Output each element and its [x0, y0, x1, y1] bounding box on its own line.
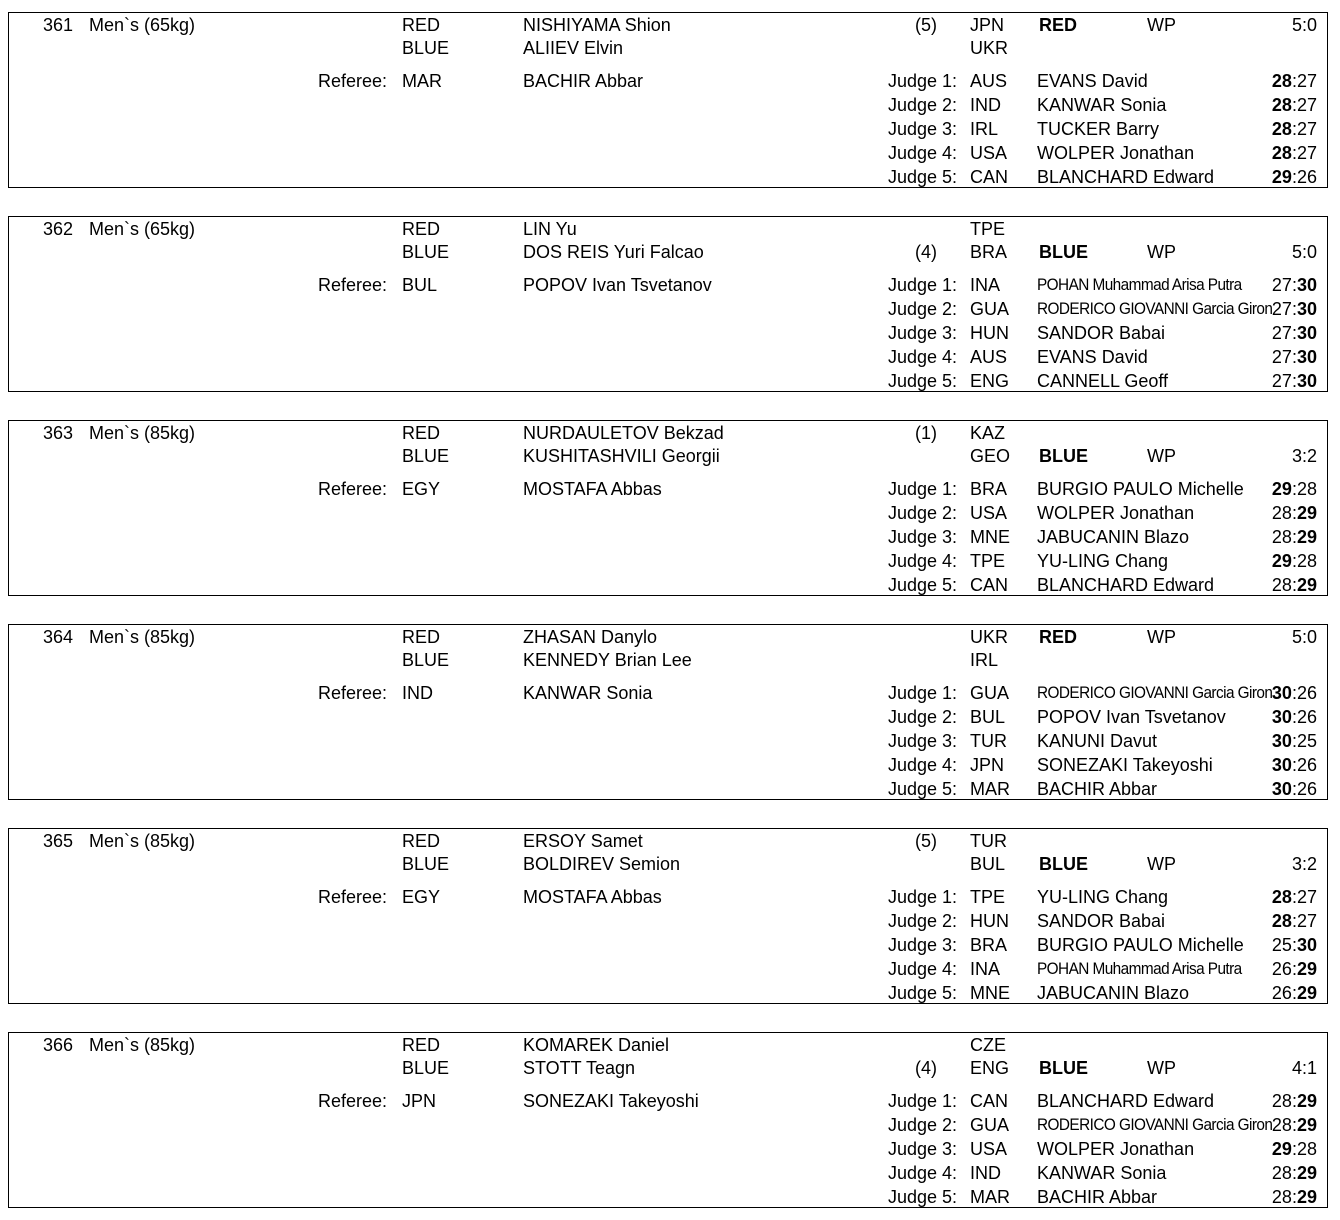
judge-name: POHAN Muhammad Arisa Putra	[1037, 276, 1242, 294]
judge-score-blue: 27	[1296, 119, 1317, 139]
judge-label: Judge 1:	[887, 275, 957, 295]
judge-country: JPN	[970, 755, 1005, 775]
bout-block	[8, 828, 1328, 1004]
judge-name: EVANS David	[1037, 347, 1148, 367]
judge-country: MAR	[970, 1187, 1010, 1207]
judge-score-red: 29	[1271, 1139, 1292, 1159]
blue-corner-label: BLUE	[402, 38, 450, 58]
judge-country: BRA	[970, 479, 1008, 499]
judge-country: USA	[970, 1139, 1008, 1159]
judge-score-red: 28	[1271, 527, 1292, 547]
bout-score: 5:0	[1291, 242, 1317, 262]
judge-country: GUA	[970, 683, 1010, 703]
judge-score-blue: 27	[1296, 71, 1317, 91]
win-method: WP	[1147, 446, 1176, 466]
bout-score: 5:0	[1291, 627, 1317, 647]
judge-name: TUCKER Barry	[1037, 119, 1160, 139]
winner-corner: BLUE	[1039, 446, 1088, 466]
red-corner-label: RED	[402, 15, 441, 35]
red-athlete-name: LIN Yu	[523, 219, 577, 239]
judge-label: Judge 5:	[887, 983, 957, 1003]
bout-score: 4:1	[1291, 1058, 1317, 1078]
win-method: WP	[1147, 854, 1176, 874]
judge-name: BURGIO PAULO Michelle	[1037, 479, 1244, 499]
judge-score-red: 28	[1271, 503, 1292, 523]
judge-label: Judge 1:	[887, 1091, 957, 1111]
blue-athlete-name: STOTT Teagn	[523, 1058, 636, 1078]
judge-score-blue: 25	[1296, 731, 1317, 751]
referee-name: MOSTAFA Abbas	[523, 887, 662, 907]
judge-name: WOLPER Jonathan	[1037, 1139, 1195, 1159]
judge-country: CAN	[970, 575, 1009, 595]
judge-label: Judge 5:	[887, 371, 957, 391]
judge-score-blue: 29	[1296, 527, 1317, 547]
judge-score: 27:30	[1271, 299, 1317, 319]
judge-score-blue: 29	[1296, 1091, 1317, 1111]
judge-name: BACHIR Abbar	[1037, 1187, 1158, 1207]
judge-score-red: 28	[1271, 1115, 1292, 1135]
judge-label: Judge 4:	[887, 551, 957, 571]
judge-score-blue: 30	[1296, 323, 1317, 343]
judge-score: 26:29	[1271, 983, 1317, 1003]
blue-country: GEO	[970, 446, 1011, 466]
judge-score-blue: 29	[1296, 983, 1317, 1003]
judge-score-red: 28	[1271, 119, 1292, 139]
referee-label: Referee:	[317, 275, 387, 295]
judge-country: ENG	[970, 371, 1010, 391]
blue-seed: (4)	[915, 242, 937, 262]
referee-name: KANWAR Sonia	[523, 683, 653, 703]
judge-label: Judge 5:	[887, 1187, 957, 1207]
judge-label: Judge 1:	[887, 71, 957, 91]
bout-block	[8, 624, 1328, 800]
judge-score-red: 30	[1271, 683, 1292, 703]
judge-label: Judge 3:	[887, 527, 957, 547]
judge-label: Judge 1:	[887, 683, 957, 703]
blue-corner-label: BLUE	[402, 854, 450, 874]
judge-label: Judge 5:	[887, 167, 957, 187]
judge-score-blue: 26	[1296, 755, 1317, 775]
judge-score: 27:30	[1271, 323, 1317, 343]
red-athlete-name: ERSOY Samet	[523, 831, 643, 851]
judge-score-red: 27	[1271, 275, 1292, 295]
judge-score-red: 30	[1271, 731, 1292, 751]
red-athlete-name: NURDAULETOV Bekzad	[523, 423, 724, 443]
red-corner-label: RED	[402, 219, 441, 239]
judge-country: BUL	[970, 707, 1006, 727]
judge-score-blue: 27	[1296, 143, 1317, 163]
bout-number: 366	[42, 1035, 73, 1055]
winner-corner: RED	[1039, 627, 1078, 647]
judge-country: HUN	[970, 911, 1009, 931]
referee-label: Referee:	[317, 1091, 387, 1111]
judge-score-red: 28	[1271, 143, 1292, 163]
judge-score-red: 30	[1271, 755, 1292, 775]
judge-score-red: 27	[1271, 299, 1292, 319]
judge-score-red: 26	[1271, 983, 1292, 1003]
referee-country: BUL	[402, 275, 438, 295]
bout-category: Men`s (85kg)	[89, 1035, 196, 1055]
judge-name: KANWAR Sonia	[1037, 1163, 1167, 1183]
referee-country: JPN	[402, 1091, 437, 1111]
winner-corner: BLUE	[1039, 1058, 1088, 1078]
judge-score: 28:27	[1271, 119, 1317, 139]
judge-score-blue: 26	[1296, 707, 1317, 727]
judge-score: 28:29	[1271, 1163, 1317, 1183]
red-athlete-name: KOMAREK Daniel	[523, 1035, 670, 1055]
judge-name: BLANCHARD Edward	[1037, 167, 1215, 187]
judge-score: 28:27	[1271, 887, 1317, 907]
judge-label: Judge 4:	[887, 959, 957, 979]
judge-score-blue: 30	[1296, 371, 1317, 391]
judge-score: 28:29	[1271, 1115, 1317, 1135]
blue-country: ENG	[970, 1058, 1010, 1078]
judge-label: Judge 4:	[887, 755, 957, 775]
judge-score: 29:28	[1271, 479, 1317, 499]
judge-score-blue: 27	[1296, 887, 1317, 907]
bout-number: 361	[42, 15, 73, 35]
blue-country: UKR	[970, 38, 1009, 58]
red-seed: (5)	[915, 15, 937, 35]
judge-score-blue: 26	[1296, 683, 1317, 703]
referee-name: BACHIR Abbar	[523, 71, 644, 91]
judge-score-blue: 29	[1296, 575, 1317, 595]
judge-score: 30:26	[1271, 683, 1317, 703]
red-seed: (1)	[915, 423, 937, 443]
referee-name: SONEZAKI Takeyoshi	[523, 1091, 699, 1111]
blue-athlete-name: KUSHITASHVILI Georgii	[523, 446, 720, 466]
red-corner-label: RED	[402, 627, 441, 647]
judge-label: Judge 3:	[887, 1139, 957, 1159]
bout-number: 364	[42, 627, 73, 647]
judge-name: JABUCANIN Blazo	[1037, 527, 1190, 547]
judge-score-blue: 29	[1296, 959, 1317, 979]
judge-score: 26:29	[1271, 959, 1317, 979]
red-country: UKR	[970, 627, 1009, 647]
judge-name: BLANCHARD Edward	[1037, 575, 1215, 595]
judge-country: IRL	[970, 119, 999, 139]
judge-score-blue: 29	[1296, 1115, 1317, 1135]
judge-score-blue: 29	[1296, 503, 1317, 523]
judge-score-blue: 26	[1296, 167, 1317, 187]
judge-label: Judge 2:	[887, 707, 957, 727]
judge-label: Judge 5:	[887, 779, 957, 799]
judge-country: IND	[970, 95, 1001, 115]
judge-score-red: 30	[1271, 707, 1292, 727]
blue-athlete-name: BOLDIREV Semion	[523, 854, 681, 874]
red-country: TPE	[970, 219, 1006, 239]
judge-score: 27:30	[1271, 275, 1317, 295]
judge-label: Judge 4:	[887, 1163, 957, 1183]
blue-corner-label: BLUE	[402, 650, 450, 670]
bout-number: 365	[42, 831, 73, 851]
referee-name: MOSTAFA Abbas	[523, 479, 662, 499]
judge-label: Judge 4:	[887, 143, 957, 163]
judge-country: CAN	[970, 1091, 1009, 1111]
judge-score: 27:30	[1271, 371, 1317, 391]
judge-score-red: 28	[1271, 71, 1292, 91]
bout-score: 5:0	[1291, 15, 1317, 35]
referee-label: Referee:	[317, 71, 387, 91]
judge-country: USA	[970, 503, 1008, 523]
judge-country: AUS	[970, 71, 1008, 91]
judge-score-blue: 26	[1296, 779, 1317, 799]
judge-score: 28:29	[1271, 527, 1317, 547]
judge-score-blue: 29	[1296, 1187, 1317, 1207]
judge-score-red: 27	[1271, 323, 1292, 343]
judge-country: INA	[970, 275, 1001, 295]
bout-block	[8, 216, 1328, 392]
judge-country: INA	[970, 959, 1001, 979]
judge-score-red: 25	[1271, 935, 1292, 955]
bout-score: 3:2	[1291, 446, 1317, 466]
red-country: JPN	[970, 15, 1005, 35]
bout-block	[8, 420, 1328, 596]
judge-score-blue: 29	[1296, 1163, 1317, 1183]
judge-name: BACHIR Abbar	[1037, 779, 1158, 799]
judge-score: 29:28	[1271, 1139, 1317, 1159]
judge-name: SANDOR Babai	[1037, 323, 1166, 343]
judge-name: SONEZAKI Takeyoshi	[1037, 755, 1213, 775]
judge-country: AUS	[970, 347, 1008, 367]
judge-score: 27:30	[1271, 347, 1317, 367]
judge-score: 28:27	[1271, 143, 1317, 163]
blue-athlete-name: DOS REIS Yuri Falcao	[523, 242, 704, 262]
judge-country: MAR	[970, 779, 1010, 799]
referee-label: Referee:	[317, 683, 387, 703]
judge-name: POPOV Ivan Tsvetanov	[1037, 707, 1226, 727]
blue-corner-label: BLUE	[402, 1058, 450, 1078]
judge-score: 28:27	[1271, 71, 1317, 91]
judge-score: 29:26	[1271, 167, 1317, 187]
judge-country: MNE	[970, 983, 1010, 1003]
judge-score: 28:27	[1271, 911, 1317, 931]
blue-corner-label: BLUE	[402, 242, 450, 262]
judge-name: RODERICO GIOVANNI Garcia Giron	[1037, 1116, 1273, 1134]
bout-category: Men`s (85kg)	[89, 831, 196, 851]
judge-name: BLANCHARD Edward	[1037, 1091, 1215, 1111]
red-country: TUR	[970, 831, 1007, 851]
judge-score-red: 27	[1271, 347, 1292, 367]
blue-country: IRL	[970, 650, 999, 670]
judge-label: Judge 2:	[887, 299, 957, 319]
red-athlete-name: NISHIYAMA Shion	[523, 15, 671, 35]
judge-score-blue: 30	[1296, 347, 1317, 367]
judge-score-red: 28	[1271, 887, 1292, 907]
bout-category: Men`s (65kg)	[89, 219, 196, 239]
judge-name: BURGIO PAULO Michelle	[1037, 935, 1244, 955]
judge-score: 28:29	[1271, 503, 1317, 523]
judge-country: GUA	[970, 299, 1010, 319]
judge-name: POHAN Muhammad Arisa Putra	[1037, 960, 1242, 978]
judge-score: 30:26	[1271, 755, 1317, 775]
judge-label: Judge 3:	[887, 119, 957, 139]
judge-score-blue: 27	[1296, 95, 1317, 115]
judge-score-blue: 30	[1296, 299, 1317, 319]
judge-label: Judge 5:	[887, 575, 957, 595]
judge-score-blue: 28	[1296, 479, 1317, 499]
judge-label: Judge 2:	[887, 1115, 957, 1135]
win-method: WP	[1147, 242, 1176, 262]
red-corner-label: RED	[402, 1035, 441, 1055]
judge-score-blue: 27	[1296, 911, 1317, 931]
winner-corner: BLUE	[1039, 242, 1088, 262]
judge-name: RODERICO GIOVANNI Garcia Giron	[1037, 684, 1273, 702]
red-country: CZE	[970, 1035, 1006, 1055]
bout-number: 363	[42, 423, 73, 443]
blue-athlete-name: KENNEDY Brian Lee	[523, 650, 692, 670]
judge-score-red: 28	[1271, 911, 1292, 931]
judge-score-red: 28	[1271, 1091, 1292, 1111]
bout-category: Men`s (65kg)	[89, 15, 196, 35]
judge-score-red: 28	[1271, 1187, 1292, 1207]
judge-label: Judge 2:	[887, 503, 957, 523]
judge-country: IND	[970, 1163, 1001, 1183]
judge-score-red: 29	[1271, 551, 1292, 571]
blue-corner-label: BLUE	[402, 446, 450, 466]
judge-score-red: 28	[1271, 95, 1292, 115]
win-method: WP	[1147, 1058, 1176, 1078]
bout-number: 362	[42, 219, 73, 239]
bout-block	[8, 1032, 1328, 1208]
referee-label: Referee:	[317, 479, 387, 499]
judge-country: TPE	[970, 551, 1006, 571]
judge-score: 28:27	[1271, 95, 1317, 115]
red-seed: (5)	[915, 831, 937, 851]
winner-corner: RED	[1039, 15, 1078, 35]
judge-label: Judge 3:	[887, 731, 957, 751]
judge-score-red: 29	[1271, 167, 1292, 187]
judge-score: 30:26	[1271, 779, 1317, 799]
judge-country: BRA	[970, 935, 1008, 955]
judge-score-red: 29	[1271, 479, 1292, 499]
judge-score-red: 28	[1271, 1163, 1292, 1183]
judge-score: 28:29	[1271, 1187, 1317, 1207]
referee-country: IND	[402, 683, 433, 703]
judge-name: WOLPER Jonathan	[1037, 503, 1195, 523]
judge-name: YU-LING Chang	[1037, 887, 1169, 907]
judge-score-blue: 28	[1296, 1139, 1317, 1159]
judge-name: YU-LING Chang	[1037, 551, 1169, 571]
judge-label: Judge 3:	[887, 323, 957, 343]
referee-country: EGY	[402, 479, 441, 499]
judge-name: RODERICO GIOVANNI Garcia Giron	[1037, 300, 1273, 318]
judge-label: Judge 1:	[887, 479, 957, 499]
referee-country: MAR	[402, 71, 442, 91]
referee-name: POPOV Ivan Tsvetanov	[523, 275, 712, 295]
win-method: WP	[1147, 15, 1176, 35]
referee-label: Referee:	[317, 887, 387, 907]
referee-country: EGY	[402, 887, 441, 907]
judge-country: HUN	[970, 323, 1009, 343]
judge-score-red: 28	[1271, 575, 1292, 595]
winner-corner: BLUE	[1039, 854, 1088, 874]
judge-score: 28:29	[1271, 575, 1317, 595]
red-corner-label: RED	[402, 831, 441, 851]
judge-name: JABUCANIN Blazo	[1037, 983, 1190, 1003]
judge-score-red: 26	[1271, 959, 1292, 979]
judge-score: 25:30	[1271, 935, 1317, 955]
judge-score-red: 30	[1271, 779, 1292, 799]
judge-country: TPE	[970, 887, 1006, 907]
judge-country: TUR	[970, 731, 1007, 751]
judge-score: 29:28	[1271, 551, 1317, 571]
judge-name: CANNELL Geoff	[1037, 371, 1169, 391]
judge-name: EVANS David	[1037, 71, 1148, 91]
red-athlete-name: ZHASAN Danylo	[523, 627, 658, 647]
judge-name: KANUNI Davut	[1037, 731, 1158, 751]
judge-score: 30:26	[1271, 707, 1317, 727]
blue-country: BRA	[970, 242, 1008, 262]
judge-label: Judge 1:	[887, 887, 957, 907]
judge-label: Judge 4:	[887, 347, 957, 367]
judge-country: MNE	[970, 527, 1010, 547]
judge-country: USA	[970, 143, 1008, 163]
red-corner-label: RED	[402, 423, 441, 443]
judge-score-blue: 28	[1296, 551, 1317, 571]
judge-country: GUA	[970, 1115, 1010, 1135]
blue-seed: (4)	[915, 1058, 937, 1078]
judge-name: SANDOR Babai	[1037, 911, 1166, 931]
bout-score: 3:2	[1291, 854, 1317, 874]
judge-score-blue: 30	[1296, 935, 1317, 955]
judge-label: Judge 2:	[887, 911, 957, 931]
bout-category: Men`s (85kg)	[89, 627, 196, 647]
judge-score: 30:25	[1271, 731, 1317, 751]
judge-name: KANWAR Sonia	[1037, 95, 1167, 115]
blue-athlete-name: ALIIEV Elvin	[523, 38, 624, 58]
blue-country: BUL	[970, 854, 1006, 874]
judge-label: Judge 2:	[887, 95, 957, 115]
bout-category: Men`s (85kg)	[89, 423, 196, 443]
red-country: KAZ	[970, 423, 1006, 443]
judge-score-red: 27	[1271, 371, 1292, 391]
win-method: WP	[1147, 627, 1176, 647]
bout-block	[8, 12, 1328, 188]
judge-name: WOLPER Jonathan	[1037, 143, 1195, 163]
judge-score: 28:29	[1271, 1091, 1317, 1111]
judge-score-blue: 30	[1296, 275, 1317, 295]
judge-country: CAN	[970, 167, 1009, 187]
judge-label: Judge 3:	[887, 935, 957, 955]
